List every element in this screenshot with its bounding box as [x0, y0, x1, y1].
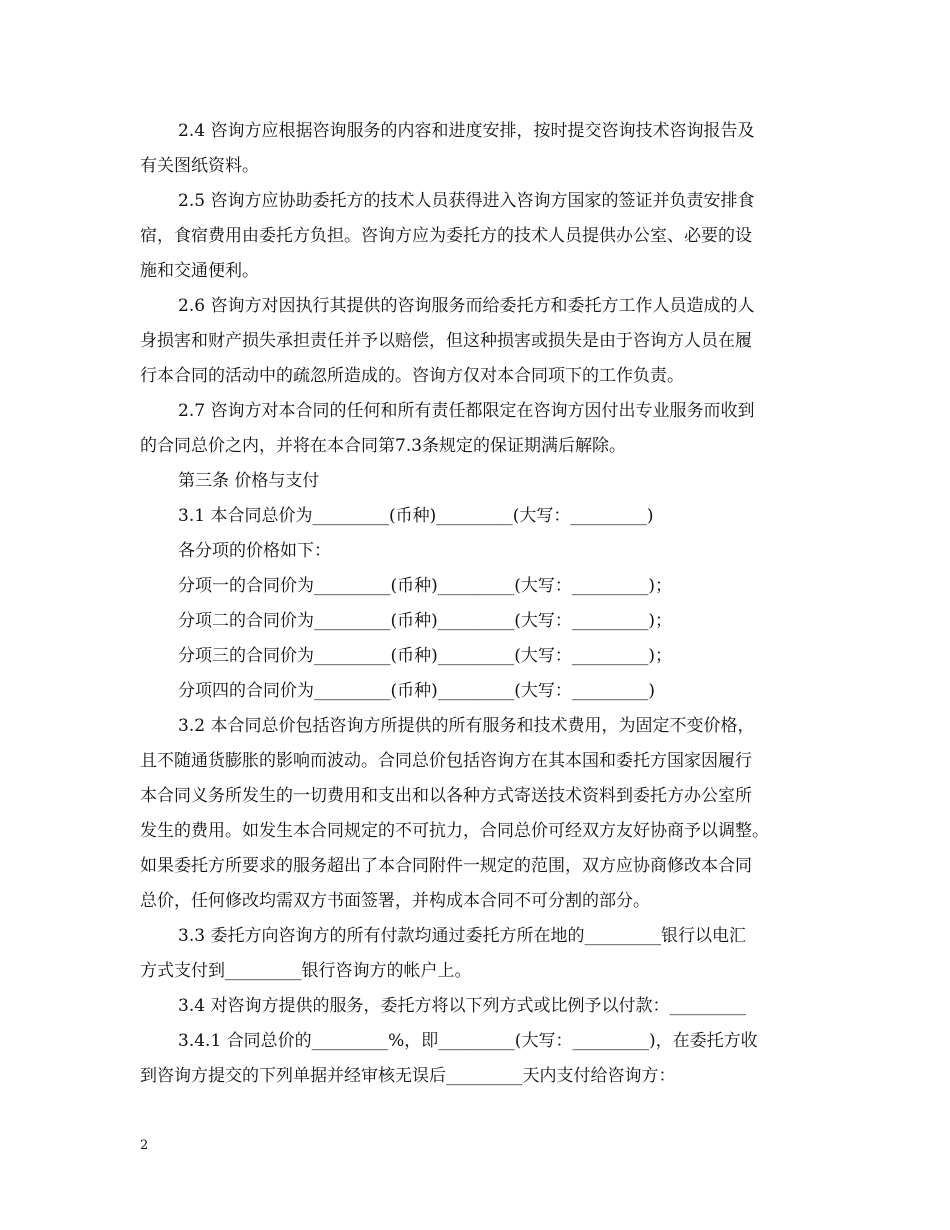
clause-2-5-line-1: 2.5 咨询方应协助委托方的技术人员获得进入咨询方国家的签证并负责安排食: [178, 191, 755, 211]
clause-3-4-line-1: 3.4 对咨询方提供的服务，委托方将以下列方式或比例予以付款：_________: [178, 996, 746, 1016]
clause-2-6-line-2: 身损害和财产损失承担责任并予以赔偿，但这种损害或损失是由于咨询方人员在履: [140, 331, 752, 351]
clause-3-1-line-1: 3.1 本合同总价为_________(币种)_________(大写：_________): [178, 506, 654, 526]
clause-3-3-line-1: 3.3 委托方向咨询方的所有付款均通过委托方所在地的_________银行以电汇: [178, 926, 746, 946]
clause-2-4-line-1: 2.4 咨询方应根据咨询服务的内容和进度安排，按时提交咨询技术咨询报告及: [178, 121, 755, 141]
clause-2-5-line-3: 施和交通便利。: [140, 261, 259, 281]
item-4-price: 分项四的合同价为_________(币种)_________(大写：_________): [178, 681, 656, 701]
clause-2-5-line-2: 宿，食宿费用由委托方负担。咨询方应为委托方的技术人员提供办公室、必要的设: [140, 226, 752, 246]
page-number: 2: [140, 1138, 149, 1153]
article-3-heading: 第三条 价格与支付: [178, 471, 320, 491]
items-intro: 各分项的价格如下：: [178, 541, 331, 561]
clause-2-4-line-2: 有关图纸资料。: [140, 156, 259, 176]
clause-2-6-line-1: 2.6 咨询方对因执行其提供的咨询服务而给委托方和委托方工作人员造成的人: [178, 296, 755, 316]
clause-3-4-1-line-2: 到咨询方提交的下列单据并经审核无误后_________天内支付给咨询方：: [140, 1066, 676, 1086]
clause-3-2-line-5: 如果委托方所要求的服务超出了本合同附件一规定的范围，双方应协商修改本合同: [140, 856, 752, 876]
clause-2-7-line-1: 2.7 咨询方对本合同的任何和所有责任都限定在咨询方因付出专业服务而收到: [178, 401, 755, 421]
clause-3-4-1-line-1: 3.4.1 合同总价的_________%，即_________(大写：_________)，在委托方收: [178, 1031, 758, 1051]
item-1-price: 分项一的合同价为_________(币种)_________(大写：_________)；: [178, 576, 673, 596]
document-body: [140, 114, 820, 1094]
item-3-price: 分项三的合同价为_________(币种)_________(大写：_________)；: [178, 646, 673, 666]
clause-2-6-line-3: 行本合同的活动中的疏忽所造成的。咨询方仅对本合同项下的工作负责。: [140, 366, 684, 386]
clause-3-2-line-4: 发生的费用。如发生本合同规定的不可抗力，合同总价可经双方友好协商予以调整。: [140, 821, 769, 841]
clause-3-2-line-6: 总价，任何修改均需双方书面签署，并构成本合同不可分割的部分。: [140, 891, 650, 911]
clause-2-7-line-2: 的合同总价之内，并将在本合同第7.3条规定的保证期满后解除。: [140, 436, 627, 456]
item-2-price: 分项二的合同价为_________(币种)_________(大写：_________)；: [178, 611, 673, 631]
clause-3-2-line-1: 3.2 本合同总价包括咨询方所提供的所有服务和技术费用，为固定不变价格，: [178, 716, 755, 736]
clause-3-2-line-3: 本合同义务所发生的一切费用和支出和以各种方式寄送技术资料到委托方办公室所: [140, 786, 752, 806]
clause-3-2-line-2: 且不随通货膨胀的影响而波动。合同总价包括咨询方在其本国和委托方国家因履行: [140, 751, 752, 771]
clause-3-3-line-2: 方式支付到_________银行咨询方的帐户上。: [140, 961, 472, 981]
